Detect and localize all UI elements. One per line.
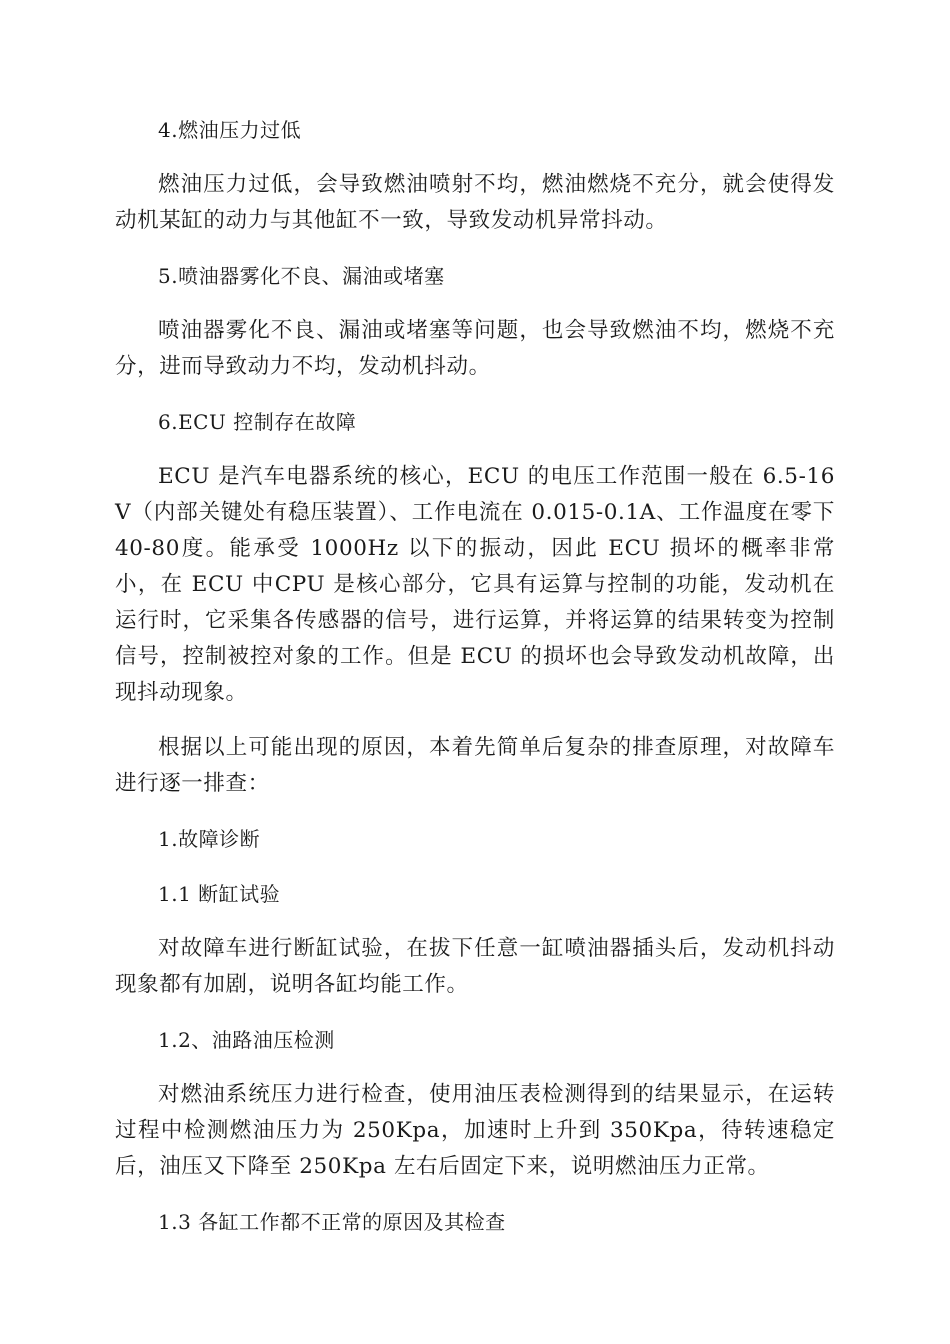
- section-heading-fuel-pressure-low: 4.燃油压力过低: [158, 118, 302, 142]
- section-heading-injector-issues: 5.喷油器雾化不良、漏油或堵塞: [158, 264, 445, 288]
- paragraph-ecu-fault: ECU 是汽车电器系统的核心，ECU 的电压工作范围一般在 6.5-16V（内部关键处有稳压装置）、工作电流在 0.015-0.1A、工作温度在零下 40-80度。能承受 1000Hz 以下的振动，因此 ECU 损坏的概率非常小，在 ECU 中CPU 是核心部分，它具有运算与控制的功能，发动机在运行时，它采集各传感器的信号，进行运算，并将运算的结果转变为控制信号，控制被控对象的工作。但是 ECU 的损坏也会导致发动机故障，出现抖动现象。: [115, 464, 835, 705]
- section-heading-fault-diagnosis: 1.故障诊断: [158, 827, 261, 851]
- paragraph-injector-issues: 喷油器雾化不良、漏油或堵塞等问题，也会导致燃油不均，燃烧不充分，进而导致动力不均，发动机抖动。: [115, 318, 835, 379]
- document-body: [115, 112, 835, 1240]
- subsection-heading-oil-pressure-test: 1.2、油路油压检测: [158, 1028, 335, 1052]
- paragraph-oil-pressure-test: 对燃油系统压力进行检查，使用油压表检测得到的结果显示，在运转过程中检测燃油压力为 250Kpa，加速时上升到 350Kpa，待转速稳定后，油压又下降至 250Kpa 左右后固定下来，说明燃油压力正常。: [115, 1082, 835, 1179]
- subsection-heading-cylinder-cutoff: 1.1 断缸试验: [158, 882, 281, 906]
- paragraph-cylinder-cutoff: 对故障车进行断缸试验，在拔下任意一缸喷油器插头后，发动机抖动现象都有加剧，说明各缸均能工作。: [115, 936, 835, 997]
- subsection-heading-cylinder-abnormal: 1.3 各缸工作都不正常的原因及其检查: [158, 1210, 506, 1234]
- paragraph-troubleshooting-intro: 根据以上可能出现的原因，本着先简单后复杂的排查原理，对故障车进行逐一排查：: [115, 735, 835, 796]
- paragraph-fuel-pressure-low: 燃油压力过低，会导致燃油喷射不均，燃油燃烧不充分，就会使得发动机某缸的动力与其他缸不一致，导致发动机异常抖动。: [115, 172, 835, 233]
- section-heading-ecu-fault: 6.ECU 控制存在故障: [158, 410, 357, 434]
